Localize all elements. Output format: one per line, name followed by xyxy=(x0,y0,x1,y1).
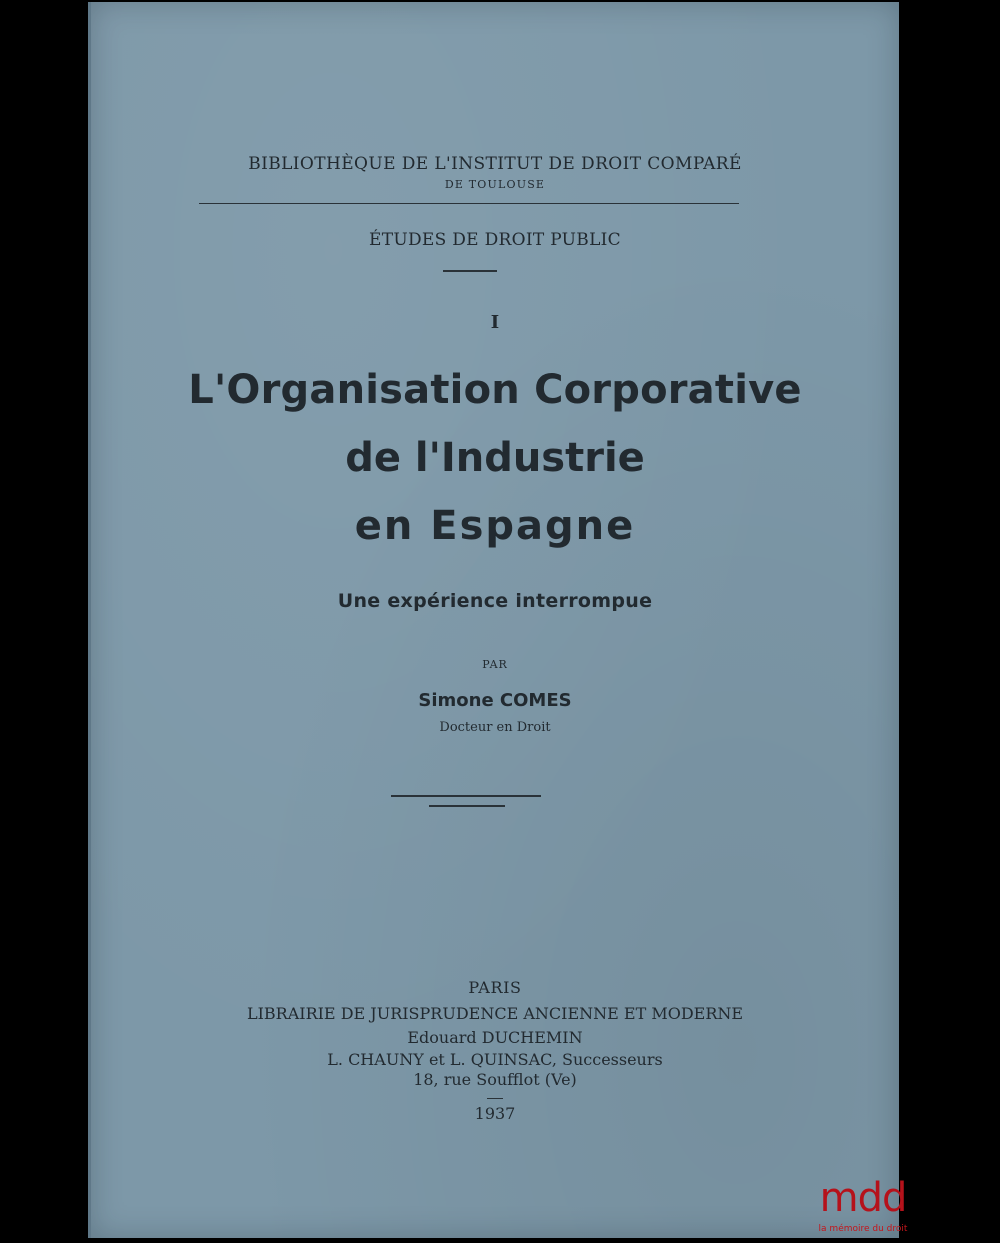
author-rule-long xyxy=(391,795,541,797)
publisher-successors: L. CHAUNY et L. QUINSAC, Successeurs xyxy=(327,1050,663,1069)
book-cover xyxy=(88,2,899,1238)
study-title: ÉTUDES DE DROIT PUBLIC xyxy=(368,230,621,250)
by-label: PAR xyxy=(482,658,508,671)
series-city: DE TOULOUSE xyxy=(444,178,546,191)
author-name: Simone COMES xyxy=(418,690,572,711)
series-rule xyxy=(199,203,739,204)
publisher-editor: Edouard DUCHEMIN xyxy=(407,1028,583,1047)
series-title: BIBLIOTHÈQUE DE L'INSTITUT DE DROIT COMPARÉ xyxy=(248,154,742,174)
publisher-name: LIBRAIRIE DE JURISPRUDENCE ANCIENNE ET MODERNE xyxy=(246,1004,744,1023)
logo-tagline: la mémoire du droit xyxy=(818,1224,908,1234)
logo-letters: mdd xyxy=(819,1175,907,1221)
study-rule xyxy=(443,270,497,272)
publisher-city: PARIS xyxy=(468,978,522,997)
publisher-address: 18, rue Soufflot (Ve) xyxy=(413,1070,577,1089)
book-title-line-1: L'Organisation Corporative xyxy=(188,367,802,413)
book-title-line-3: en Espagne xyxy=(354,503,636,549)
publication-year: 1937 xyxy=(474,1104,516,1123)
mdd-logo xyxy=(808,1176,918,1238)
author-degree: Docteur en Droit xyxy=(439,720,551,735)
year-rule xyxy=(487,1098,503,1099)
author-rule-short xyxy=(429,805,505,807)
volume-number: I xyxy=(490,312,500,333)
book-title-line-2: de l'Industrie xyxy=(345,435,645,481)
book-subtitle: Une expérience interrompue xyxy=(337,590,653,612)
